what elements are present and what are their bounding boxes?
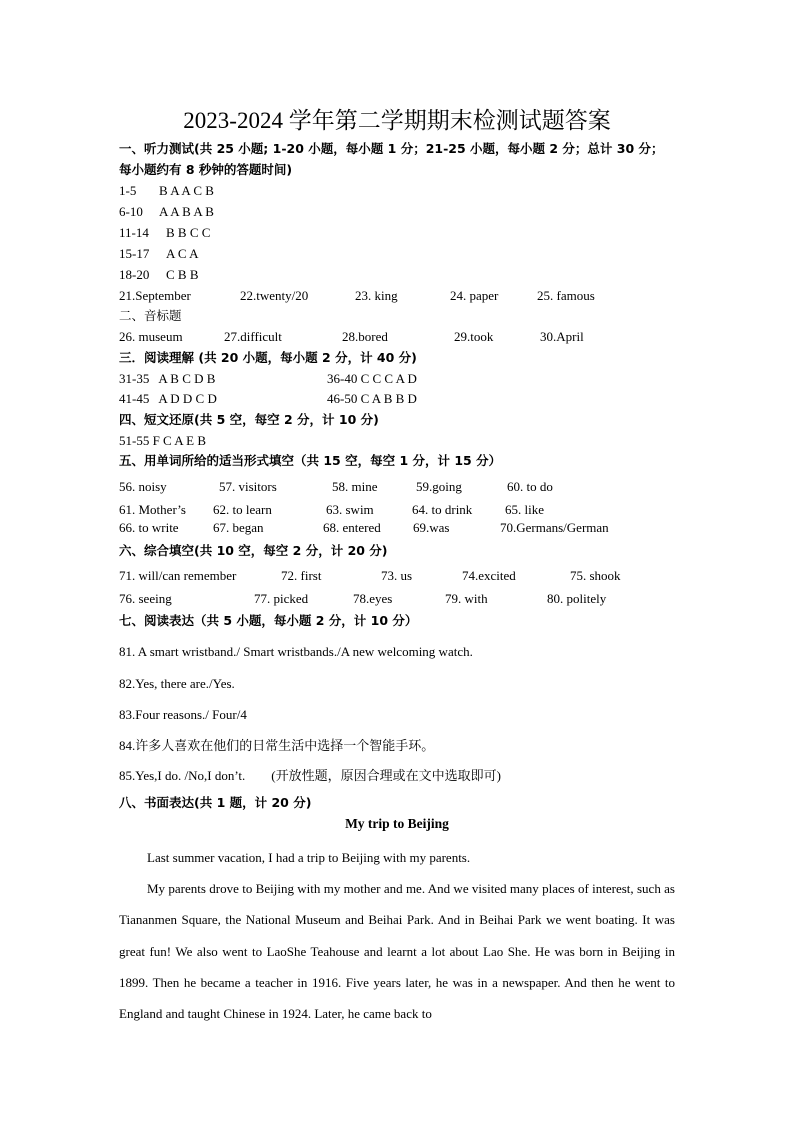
- s5-64: 64. to drink: [412, 502, 473, 517]
- s6-75: 75. shook: [570, 568, 621, 583]
- s1-range-5: 18-20: [119, 267, 150, 282]
- s5-62: 62. to learn: [213, 502, 272, 517]
- s6-76: 76. seeing: [119, 591, 172, 606]
- s5-67: 67. began: [213, 520, 264, 535]
- s6-74: 74.excited: [462, 568, 516, 583]
- essay-body: [119, 842, 675, 1029]
- s5-57: 57. visitors: [219, 479, 277, 494]
- s3-row2-right: 46-50 C A B B D: [327, 391, 417, 406]
- section4-heading: 四、短文还原(共 5 空，每空 2 分，计 10 分): [119, 412, 379, 427]
- s5-68: 68. entered: [323, 520, 381, 535]
- s5-59: 59.going: [416, 479, 462, 494]
- s5-58: 58. mine: [332, 479, 378, 494]
- s2-fill-27: 27.difficult: [224, 329, 282, 344]
- s5-70: 70.Germans/German: [500, 520, 609, 535]
- s2-fill-30: 30.April: [540, 329, 584, 344]
- s5-69: 69.was: [413, 520, 450, 535]
- s6-80: 80. politely: [547, 591, 607, 606]
- s1-range-4: 15-17: [119, 246, 150, 261]
- s7-answer-84: 84.许多人喜欢在他们的日常生活中选择一个智能手环。: [119, 738, 435, 753]
- s1-answers-3: B B C C: [166, 225, 211, 240]
- s2-fill-28: 28.bored: [342, 329, 388, 344]
- s1-answers-5: C B B: [166, 267, 199, 282]
- s6-79: 79. with: [445, 591, 488, 606]
- page-title: 2023-2024 学年第二学期期末检测试题答案: [183, 108, 611, 133]
- s7-answer-83: 83.Four reasons./ Four/4: [119, 707, 247, 722]
- s6-78: 78.eyes: [353, 591, 393, 606]
- section3-heading: 三．阅读理解 (共 20 小题，每小题 2 分，计 40 分): [119, 350, 417, 365]
- s5-63: 63. swim: [326, 502, 374, 517]
- section7-heading: 七、阅读表达（共 5 小题，每小题 2 分，计 10 分）: [119, 613, 418, 628]
- s1-fill-23: 23. king: [355, 288, 398, 303]
- s5-66: 66. to write: [119, 520, 179, 535]
- section5-heading: 五、用单词所给的适当形式填空（共 15 空，每空 1 分，计 15 分）: [119, 453, 502, 468]
- s1-range-2: 6-10: [119, 204, 143, 219]
- section2-heading: 二、音标题: [119, 308, 182, 323]
- s7-answer-81: 81. A smart wristband./ Smart wristbands./A new welcoming watch.: [119, 644, 473, 659]
- s1-fill-24: 24. paper: [450, 288, 499, 303]
- section1-heading: 一、听力测试(共 25 小题; 1-20 小题，每小题 1 分；21-25 小题，每小题 2 分；总计 30 分；: [119, 141, 664, 156]
- s5-65: 65. like: [505, 502, 544, 517]
- section8-heading: 八、书面表达(共 1 题，计 20 分): [119, 795, 312, 810]
- s1-answers-1: B A A C B: [159, 183, 214, 198]
- s1-answers-4: A C A: [166, 246, 199, 261]
- section1-heading-cont: 每小题约有 8 秒钟的答题时间): [119, 162, 293, 177]
- s6-77: 77. picked: [254, 591, 309, 606]
- s4-answer: 51-55 F C A E B: [119, 433, 207, 448]
- s3-row2-left: 41-45 A D D C D: [119, 391, 217, 406]
- s5-56: 56. noisy: [119, 479, 167, 494]
- s1-range-3: 11-14: [119, 225, 149, 240]
- s6-71: 71. will/can remember: [119, 568, 237, 583]
- s6-72: 72. first: [281, 568, 322, 583]
- s1-fill-25: 25. famous: [537, 288, 595, 303]
- essay-title: My trip to Beijing: [345, 816, 449, 831]
- section6-heading: 六、综合填空(共 10 空，每空 2 分，计 20 分): [119, 543, 388, 558]
- s5-61: 61. Mother’s: [119, 502, 186, 517]
- s7-answer-82: 82.Yes, there are./Yes.: [119, 676, 235, 691]
- s3-row1-right: 36-40 C C C A D: [327, 371, 417, 386]
- s2-fill-26: 26. museum: [119, 329, 183, 344]
- s1-range-1: 1-5: [119, 183, 137, 198]
- s1-fill-21: 21.September: [119, 288, 191, 303]
- s1-fill-22: 22.twenty/20: [240, 288, 309, 303]
- essay-paragraph-2: My parents drove to Beijing with my mother and me. And we visited many places of interest, such as Tiananmen Square, the National Museum and Beihai Park. And in Beihai Park we went boating. It was great fun! We also went to LaoShe Teahouse and learnt a lot about Lao She. He was born in Beijing in 1899. Then he became a teacher in 1916. Five years later, he was in a newspaper. And then he went to England and taught Chinese in 1924. Later, he came back to: [119, 881, 675, 1022]
- s6-73: 73. us: [381, 568, 413, 583]
- s7-answer-85: 85.Yes,I do. /No,I don’t. (开放性题，原因合理或在文中选取即可): [119, 768, 501, 783]
- s5-60: 60. to do: [507, 479, 553, 494]
- s2-fill-29: 29.took: [454, 329, 494, 344]
- essay-paragraph-1: Last summer vacation, I had a trip to Beijing with my parents.: [147, 850, 471, 865]
- s3-row1-left: 31-35 A B C D B: [119, 371, 216, 386]
- s1-answers-2: A A B A B: [159, 204, 214, 219]
